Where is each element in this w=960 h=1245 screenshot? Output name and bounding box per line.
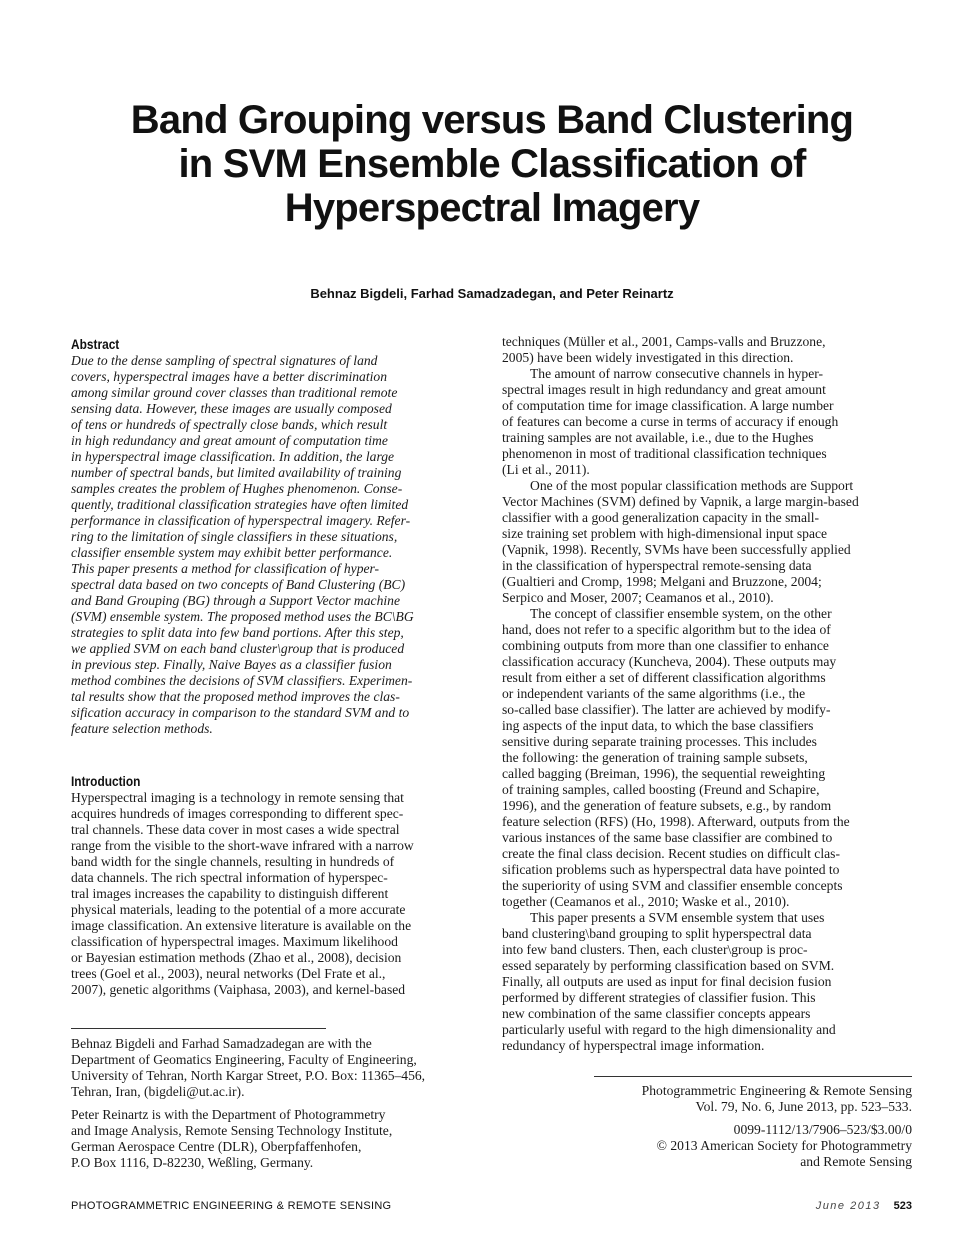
body-text-line: size training set problem with high-dimensional input space bbox=[502, 526, 828, 541]
abstract-line: method combines the decisions of SVM classifiers. Experimen- bbox=[71, 673, 413, 688]
abstract-line: sification accuracy in comparison to the standard SVM and to bbox=[71, 705, 410, 720]
journal-info-divider bbox=[594, 1076, 912, 1077]
abstract-line: samples creates the problem of Hughes phenomenon. Conse- bbox=[71, 481, 403, 496]
body-text-line: Serpico and Moser, 2007; Ceamanos et al., 2010). bbox=[502, 590, 774, 605]
abstract-line: we applied SVM on each band cluster\group that is produced bbox=[71, 641, 405, 656]
body-text-line: redundancy of hyperspectral image information. bbox=[502, 1038, 765, 1053]
left-column bbox=[71, 336, 481, 998]
introduction-line: range from the visible to the short-wave infrared with a narrow bbox=[71, 838, 414, 853]
body-text-line: This paper presents a SVM ensemble system that uses bbox=[530, 910, 825, 925]
running-footer-page bbox=[816, 1200, 912, 1212]
body-text-line: in the classification of hyperspectral remote-sensing data bbox=[502, 558, 812, 573]
footer-date: June 2013 bbox=[815, 1200, 881, 1212]
body-text-line: the following: the generation of training sample subsets, bbox=[502, 750, 808, 765]
footnote-line: German Aerospace Centre (DLR), Oberpfaffenhofen, bbox=[71, 1139, 362, 1154]
body-text-line: particularly useful with regard to the high dimensionality and bbox=[502, 1022, 836, 1037]
body-text-line: techniques (Müller et al., 2001, Camps-valls and Bruzzone, bbox=[502, 334, 826, 349]
copyright-line: © 2013 American Society for Photogrammetry bbox=[656, 1138, 912, 1153]
body-text-line: of training samples, called boosting (Freund and Schapire, bbox=[502, 782, 820, 797]
abstract-line: strategies to split data into few band portions. After this step, bbox=[71, 625, 404, 640]
abstract-line: (SVM) ensemble system. The proposed method uses the BC\BG bbox=[71, 609, 414, 624]
body-text-line: ing aspects of the input data, to which the base classifiers bbox=[502, 718, 814, 733]
body-text-line: combining outputs from more than one classifier to enhance bbox=[502, 638, 829, 653]
copyright-notice bbox=[572, 1122, 912, 1170]
abstract-line: in high redundancy and great amount of computation time bbox=[71, 433, 388, 448]
title-line: Band Grouping versus Band Clustering bbox=[130, 98, 854, 142]
body-text-line: into few band clusters. Then, each cluster\group is proc- bbox=[502, 942, 808, 957]
introduction-line: trees (Goel et al., 2003), neural networks (Del Frate et al., bbox=[71, 966, 386, 981]
abstract-line: tal results show that the proposed method improves the clas- bbox=[71, 689, 400, 704]
abstract-line: in hyperspectral image classification. In addition, the large bbox=[71, 449, 395, 464]
body-text-line: new combination of the same classifier concepts appears bbox=[502, 1006, 811, 1021]
body-text-line: result from either a set of different classification algorithms bbox=[502, 670, 826, 685]
abstract-line: of tens or hundreds of spectrally close bands, which result bbox=[71, 417, 388, 432]
body-text-line: sification problems such as hyperspectral data have pointed to bbox=[502, 862, 840, 877]
body-text-line: phenomenon in most of traditional classification techniques bbox=[502, 446, 827, 461]
body-text-line: training samples are not available, i.e., due to the Hughes bbox=[502, 430, 814, 445]
introduction-line: classification of hyperspectral images. Maximum likelihood bbox=[71, 934, 398, 949]
introduction-body bbox=[71, 790, 481, 998]
body-text-line: feature selection (RFS) (Ho, 1998). Afterward, outputs from the bbox=[502, 814, 850, 829]
body-text-line: 1996), and the generation of feature subsets, e.g., by random bbox=[502, 798, 832, 813]
body-text-line: One of the most popular classification methods are Support bbox=[530, 478, 854, 493]
paper-title bbox=[100, 98, 884, 230]
abstract-line: This paper presents a method for classification of hyper- bbox=[71, 561, 380, 576]
abstract-body bbox=[71, 353, 481, 737]
body-text-line: (Vapnik, 1998). Recently, SVMs have been successfully applied bbox=[502, 542, 851, 557]
body-text-line: create the final class decision. Recent studies on difficult clas- bbox=[502, 846, 840, 861]
introduction-line: or Bayesian estimation methods (Zhao et al., 2008), decision bbox=[71, 950, 402, 965]
body-text-line: Vector Machines (SVM) defined by Vapnik, a large margin-based bbox=[502, 494, 859, 509]
body-text-line: 2005) have been widely investigated in this direction. bbox=[502, 350, 794, 365]
body-text-line: sensitive during separate training processes. This includes bbox=[502, 734, 817, 749]
body-text-line: of computation time for image classification. A large number bbox=[502, 398, 834, 413]
footnote-line: University of Tehran, North Kargar Street, P.O. Box: 11365–456, bbox=[71, 1068, 426, 1083]
body-text-line: called bagging (Breiman, 1996), the sequential reweighting bbox=[502, 766, 826, 781]
title-line: Hyperspectral Imagery bbox=[284, 186, 700, 230]
abstract-line: in previous step. Finally, Naive Bayes as a classifier fusion bbox=[71, 657, 392, 672]
body-text-line: classifier with a good generalization capacity in the small- bbox=[502, 510, 820, 525]
body-text-line: performed by different strategies of classifier fusion. This bbox=[502, 990, 816, 1005]
right-column bbox=[502, 334, 914, 1054]
footnote-line: Tehran, Iran, (bigdeli@ut.ac.ir). bbox=[71, 1084, 245, 1099]
body-text-line: of features can become a curse in terms of accuracy if enough bbox=[502, 414, 839, 429]
abstract-line: ring to the limitation of single classifiers in these situations, bbox=[71, 529, 398, 544]
abstract-line: covers, hyperspectral images have a better discrimination bbox=[71, 369, 387, 384]
introduction-line: physical materials, leading to the potential of a more accurate bbox=[71, 902, 406, 917]
page-number: 523 bbox=[893, 1200, 912, 1212]
introduction-line: data channels. The rich spectral information of hyperspec- bbox=[71, 870, 388, 885]
introduction-line: tral channels. These data cover in most cases a wide spectral bbox=[71, 822, 400, 837]
footnote-line: Peter Reinartz is with the Department of Photogrammetry bbox=[71, 1107, 386, 1122]
body-text-line: hand, does not refer to a specific algorithm but to the idea of bbox=[502, 622, 831, 637]
body-text-line: classification accuracy (Kuncheva, 2004). These outputs may bbox=[502, 654, 837, 669]
author-affiliation-footnote bbox=[71, 1036, 491, 1100]
body-text-line: Finally, all outputs are used as input for final decision fusion bbox=[502, 974, 832, 989]
introduction-line: Hyperspectral imaging is a technology in remote sensing that bbox=[71, 790, 404, 805]
abstract-line: sensing data. However, these images are usually composed bbox=[71, 401, 392, 416]
introduction-line: band width for the single channels, resulting in hundreds of bbox=[71, 854, 395, 869]
body-text-line: The concept of classifier ensemble system, on the other bbox=[530, 606, 832, 621]
body-text-line: The amount of narrow consecutive channels in hyper- bbox=[530, 366, 824, 381]
author-affiliation-footnote-2 bbox=[71, 1107, 491, 1171]
copyright-line: 0099-1112/13/7906–523/$3.00/0 bbox=[733, 1122, 912, 1137]
running-footer-journal: PHOTOGRAMMETRIC ENGINEERING & REMOTE SENSING bbox=[71, 1200, 392, 1212]
introduction-line: 2007), genetic algorithms (Vaiphasa, 2003), and kernel-based bbox=[71, 982, 406, 997]
body-text-line: various instances of the same base classifier are combined to bbox=[502, 830, 833, 845]
abstract-line: spectral data based on two concepts of Band Clustering (BC) bbox=[71, 577, 406, 592]
introduction-line: tral images increases the capability to distinguish different bbox=[71, 886, 389, 901]
body-text-line: so-called base classifier). The latter are achieved by modify- bbox=[502, 702, 831, 717]
footnote-line: P.O Box 1116, D-82230, Weßling, Germany. bbox=[71, 1155, 314, 1170]
abstract-line: among similar ground cover classes than traditional remote bbox=[71, 385, 398, 400]
body-text-line: or independent variants of the same algorithms (i.e., the bbox=[502, 686, 806, 701]
abstract-line: and Band Grouping (BG) through a Support Vector machine bbox=[71, 593, 400, 608]
journal-info-line: Vol. 79, No. 6, June 2013, pp. 523–533. bbox=[695, 1099, 912, 1114]
abstract-line: Due to the dense sampling of spectral signatures of land bbox=[71, 353, 378, 368]
title-line: in SVM Ensemble Classification of bbox=[178, 142, 806, 186]
abstract-line: number of spectral bands, but limited availability of training bbox=[71, 465, 402, 480]
abstract-line: classifier ensemble system may exhibit better performance. bbox=[71, 545, 393, 560]
body-text-line: together (Ceamanos et al., 2010; Waske et al., 2010). bbox=[502, 894, 790, 909]
footnote-line: Behnaz Bigdeli and Farhad Samadzadegan are with the bbox=[71, 1036, 372, 1051]
author-list: Behnaz Bigdeli, Farhad Samadzadegan, and Peter Reinartz bbox=[310, 286, 674, 301]
footnote-divider bbox=[71, 1028, 326, 1029]
body-text-line: (Li et al., 2011). bbox=[502, 462, 590, 477]
copyright-line: and Remote Sensing bbox=[800, 1154, 912, 1169]
abstract-line: performance in classification of hyperspectral imagery. Refer- bbox=[71, 513, 411, 528]
body-text-line: (Gualtieri and Cromp, 1998; Melgani and Bruzzone, 2004; bbox=[502, 574, 822, 589]
abstract-heading: Abstract bbox=[71, 336, 120, 352]
footnote-line: Department of Geomatics Engineering, Faculty of Engineering, bbox=[71, 1052, 417, 1067]
abstract-line: quently, traditional classification strategies have often limited bbox=[71, 497, 409, 512]
journal-citation bbox=[572, 1083, 912, 1115]
body-text-line: the superiority of using SVM and classifier ensemble concepts bbox=[502, 878, 843, 893]
footnote-line: and Image Analysis, Remote Sensing Technology Institute, bbox=[71, 1123, 393, 1138]
introduction-line: image classification. An extensive literature is available on the bbox=[71, 918, 412, 933]
body-text-line: essed separately by performing classification based on SVM. bbox=[502, 958, 835, 973]
introduction-line: acquires hundreds of images corresponding to different spec- bbox=[71, 806, 404, 821]
body-text-line: spectral images result in high redundancy and great amount bbox=[502, 382, 826, 397]
introduction-heading: Introduction bbox=[71, 773, 141, 789]
abstract-line: feature selection methods. bbox=[71, 721, 213, 736]
body-text-line: band clustering\band grouping to split hyperspectral data bbox=[502, 926, 812, 941]
journal-info-line: Photogrammetric Engineering & Remote Sensing bbox=[641, 1083, 912, 1098]
